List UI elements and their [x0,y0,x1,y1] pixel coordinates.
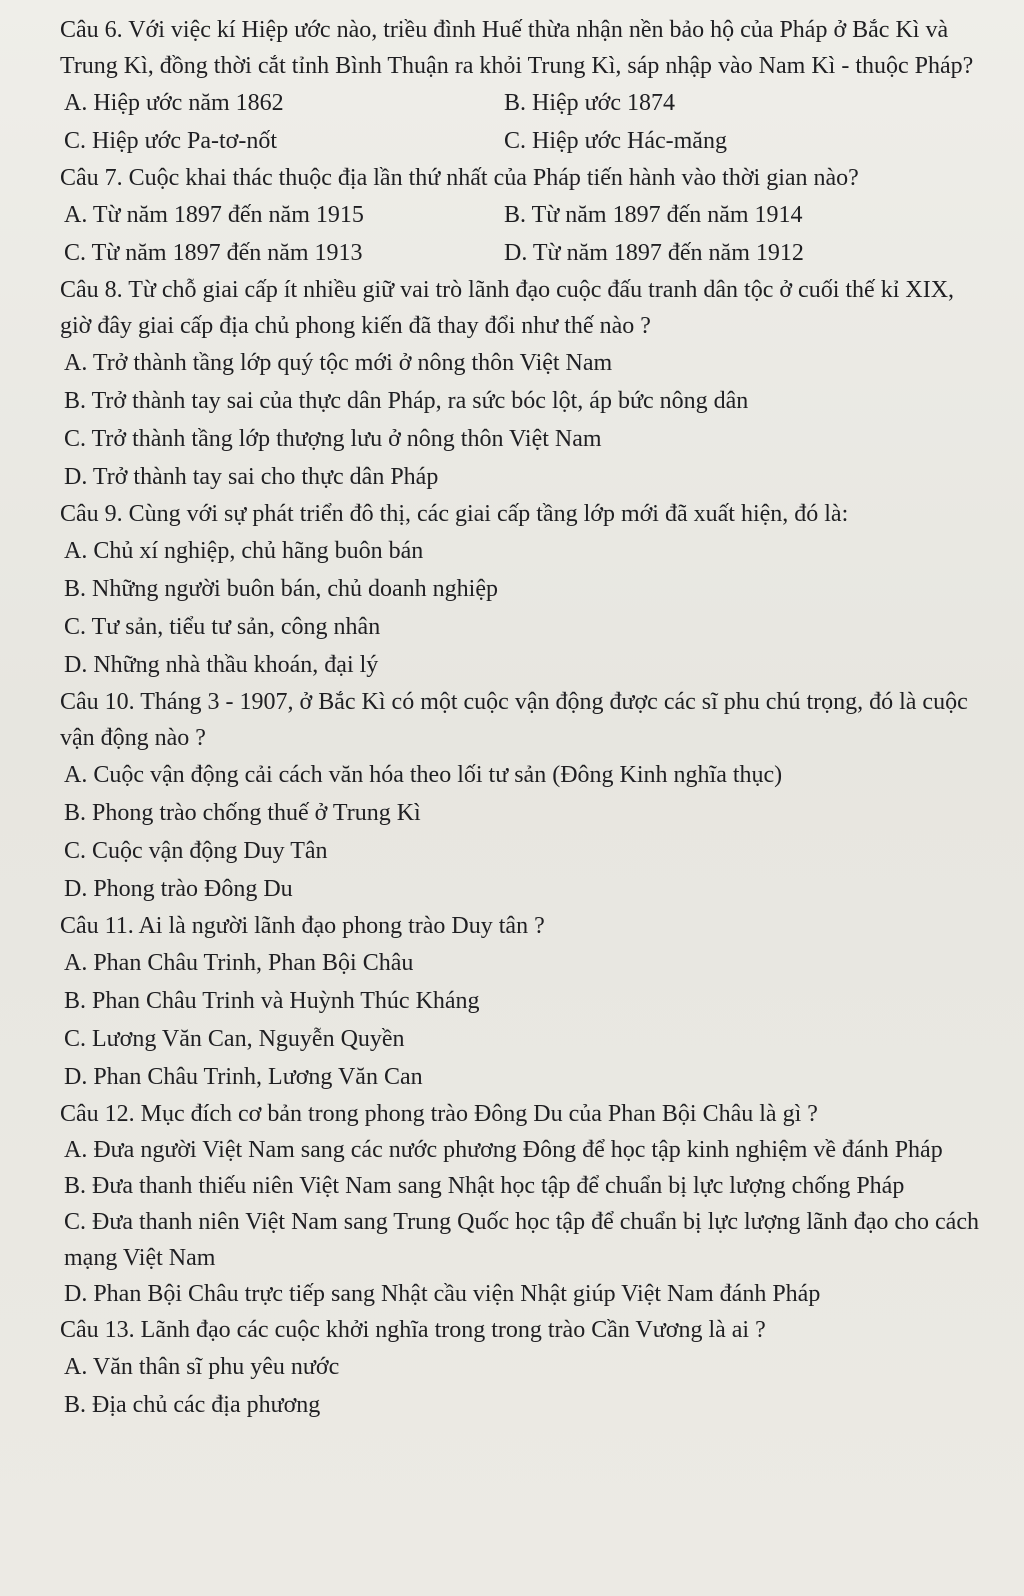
question-7 [60,160,984,272]
question-10-option-a: A. Cuộc vận động cải cách văn hóa theo lối tư sản (Đông Kinh nghĩa thục) [64,762,783,788]
question-8-option-c: C. Trở thành tầng lớp thượng lưu ở nông thôn Việt Nam [64,426,602,452]
question-7-option-a: A. Từ năm 1897 đến năm 1915 [64,202,364,228]
question-13-option-b: B. Địa chủ các địa phương [64,1392,321,1418]
question-13-option-a: A. Văn thân sĩ phu yêu nước [64,1354,340,1380]
question-6 [60,12,984,160]
question-11-option-a: A. Phan Châu Trinh, Phan Bội Châu [64,950,414,976]
question-8-option-b: B. Trở thành tay sai của thực dân Pháp, ra sức bóc lột, áp bức nông dân [64,388,749,414]
question-6-stem: Câu 6. Với việc kí Hiệp ước nào, triều đình Huế thừa nhận nền bảo hộ của Pháp ở Bắc Kì và Trung Kì, đồng thời cắt tỉnh Bình Thuận ra khỏi Trung Kì, sáp nhập vào Nam Kì - thuộc Pháp? [60,17,974,79]
question-9-option-c: C. Tư sản, tiểu tư sản, công nhân [64,614,381,640]
question-12 [60,1096,984,1312]
question-10 [60,684,984,908]
question-13 [60,1312,984,1424]
question-6-option-c: C. Hiệp ước Pa-tơ-nốt [64,128,278,154]
question-10-stem: Câu 10. Tháng 3 - 1907, ở Bắc Kì có một cuộc vận động được các sĩ phu chú trọng, đó là cuộc vận động nào ? [60,689,968,751]
question-7-option-b: B. Từ năm 1897 đến năm 1914 [504,202,803,228]
question-11 [60,908,984,1096]
question-11-option-d: D. Phan Châu Trinh, Lương Văn Can [64,1064,423,1090]
question-6-option-b: B. Hiệp ước 1874 [504,90,676,116]
question-9-option-a: A. Chủ xí nghiệp, chủ hãng buôn bán [64,538,424,564]
question-8-option-d: D. Trở thành tay sai cho thực dân Pháp [64,464,439,490]
question-7-options [60,196,984,272]
question-10-option-b: B. Phong trào chống thuế ở Trung Kì [64,800,421,826]
question-8 [60,272,984,496]
question-12-option-c: C. Đưa thanh niên Việt Nam sang Trung Quốc học tập để chuẩn bị lực lượng lãnh đạo cho cách mạng Việt Nam [64,1209,979,1271]
question-11-stem: Câu 11. Ai là người lãnh đạo phong trào Duy tân ? [60,913,545,939]
question-12-stem: Câu 12. Mục đích cơ bản trong phong trào Đông Du của Phan Bội Châu là gì ? [60,1101,818,1127]
question-9-stem: Câu 9. Cùng với sự phát triển đô thị, các giai cấp tầng lớp mới đã xuất hiện, đó là: [60,501,849,527]
question-13-stem: Câu 13. Lãnh đạo các cuộc khởi nghĩa trong trong trào Cần Vương là ai ? [60,1317,766,1343]
question-11-option-c: C. Lương Văn Can, Nguyễn Quyền [64,1026,405,1052]
question-9-option-b: B. Những người buôn bán, chủ doanh nghiệp [64,576,498,602]
question-12-option-a: A. Đưa người Việt Nam sang các nước phương Đông để học tập kinh nghiệm về đánh Pháp [64,1137,943,1163]
question-6-option-a: A. Hiệp ước năm 1862 [64,90,284,116]
question-9-option-d: D. Những nhà thầu khoán, đại lý [64,652,379,678]
question-10-option-c: C. Cuộc vận động Duy Tân [64,838,328,864]
question-12-option-d: D. Phan Bội Châu trực tiếp sang Nhật cầu viện Nhật giúp Việt Nam đánh Pháp [64,1281,821,1307]
question-11-option-b: B. Phan Châu Trinh và Huỳnh Thúc Kháng [64,988,480,1014]
question-6-options [60,84,984,160]
question-7-option-c: C. Từ năm 1897 đến năm 1913 [64,240,363,266]
question-12-option-b: B. Đưa thanh thiếu niên Việt Nam sang Nhật học tập để chuẩn bị lực lượng chống Pháp [64,1173,905,1199]
question-8-stem: Câu 8. Từ chỗ giai cấp ít nhiều giữ vai trò lãnh đạo cuộc đấu tranh dân tộc ở cuối thế kỉ XIX, giờ đây giai cấp địa chủ phong kiến đã thay đổi như thế nào ? [60,277,955,339]
question-10-option-d: D. Phong trào Đông Du [64,876,293,902]
question-6-option-d: C. Hiệp ước Hác-măng [504,128,727,154]
question-9 [60,496,984,684]
question-7-stem: Câu 7. Cuộc khai thác thuộc địa lần thứ nhất của Pháp tiến hành vào thời gian nào? [60,165,859,191]
question-7-option-d: D. Từ năm 1897 đến năm 1912 [504,240,804,266]
question-8-option-a: A. Trở thành tầng lớp quý tộc mới ở nông thôn Việt Nam [64,350,613,376]
